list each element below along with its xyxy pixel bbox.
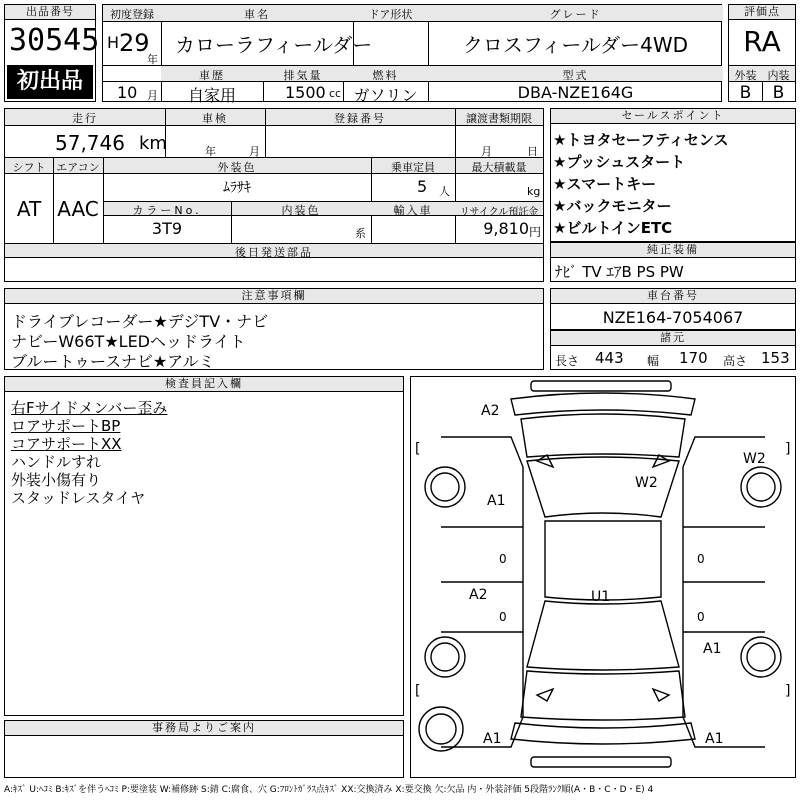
load-label: 最大積載量	[471, 161, 527, 174]
year: 29	[119, 29, 150, 57]
equipment-value: ﾅﾋﾞ TV ｴｱB PS PW	[555, 263, 684, 281]
displacement-unit: cc	[329, 87, 342, 100]
insp-year-unit: 年	[205, 145, 216, 158]
tr-month-unit: 月	[481, 145, 492, 158]
details-table	[4, 108, 544, 282]
shift-label: シフト	[12, 161, 46, 174]
inspector-line: 外装小傷有り	[11, 471, 102, 489]
era: H	[107, 33, 120, 52]
damage-mark: A2	[481, 403, 500, 419]
int-color-label: 内装色	[281, 204, 321, 217]
color-value: ﾑﾗｻｷ	[223, 180, 251, 196]
equipment	[550, 242, 796, 282]
inspector-line: ロアサポートBP	[11, 417, 121, 435]
first-listing-badge: 初出品	[7, 65, 93, 99]
office-label: 事務局よりご案内	[5, 721, 403, 736]
door-label: ドア形状	[368, 8, 413, 21]
length-label: 長さ	[555, 354, 580, 368]
mileage-unit: km	[139, 133, 167, 154]
load-unit: kg	[527, 185, 541, 198]
header-table	[102, 4, 722, 105]
displacement-label: 排気量	[283, 69, 323, 82]
color-no-value: 3T9	[151, 219, 183, 238]
car-name: カローラフィールダー	[175, 33, 373, 57]
fuel-value: ガソリン	[353, 86, 418, 105]
equipment-label: 純正装備	[551, 243, 795, 258]
inspector-line: 右Fサイドメンバー歪み	[11, 399, 168, 417]
rating-label: 評価点	[729, 5, 795, 20]
specs-label: 諸元	[551, 331, 795, 346]
sales-point-item: ★ビルトインETC	[553, 219, 673, 237]
grade-label: グレード	[549, 8, 602, 21]
month: 10	[117, 83, 138, 102]
displacement-value: 1500	[285, 83, 326, 102]
zero-mark: 0	[499, 610, 507, 624]
year-unit: 年	[147, 53, 158, 66]
notes	[4, 288, 544, 370]
sales-points	[550, 108, 796, 242]
inspector-line: コアサポートXX	[11, 435, 122, 453]
damage-mark: A2	[469, 587, 488, 603]
inspector-line: スタッドレスタイヤ	[11, 489, 146, 507]
recycle-value: 9,810	[483, 219, 529, 238]
lot-number: 30545	[9, 23, 100, 58]
mileage-value: 57,746	[55, 131, 125, 155]
int-grade: B	[772, 83, 785, 103]
damage-mark: A1	[703, 641, 722, 657]
sales-point-item: ★バックモニター	[553, 197, 672, 215]
inspector-line: ハンドルすれ	[11, 453, 102, 471]
transfer-label: 譲渡書類期限	[466, 112, 532, 125]
later-parts-label: 後日発送部品	[235, 246, 313, 259]
sales-points-label: セールスポイント	[551, 109, 795, 124]
lot-block	[4, 4, 100, 102]
damage-mark: A1	[487, 493, 506, 509]
width-value: 170	[679, 349, 708, 367]
int-color-suffix: 系	[355, 227, 366, 240]
height-value: 153	[761, 349, 790, 367]
seats-unit: 人	[439, 185, 450, 198]
name-label: 車名	[244, 8, 270, 21]
first-reg-label: 初度登録	[110, 8, 154, 21]
zero-mark: 0	[499, 552, 507, 566]
car-diagram	[410, 376, 796, 778]
model-label: 型式	[562, 69, 589, 82]
ac-label: エアコン	[56, 161, 100, 174]
sales-point-item: ★スマートキー	[553, 175, 657, 193]
rating-value: RA	[743, 25, 781, 58]
tr-day-unit: 日	[527, 145, 538, 158]
seats-value: 5	[417, 177, 428, 196]
grade-value: クロスフィールダー4WD	[462, 33, 689, 57]
zero-mark: 0	[697, 610, 705, 624]
sales-point-item: ★プッシュスタート	[553, 153, 686, 171]
note-line: ブルートゥースナビ★アルミ	[11, 352, 215, 371]
lot-label: 出品番号	[5, 5, 95, 20]
mileage-label: 走行	[72, 112, 98, 125]
history-value: 自家用	[187, 86, 236, 105]
bracket: [	[415, 441, 421, 457]
notes-label: 注意事項欄	[5, 289, 543, 304]
bracket: [	[415, 683, 421, 699]
color-no-label: カラーNo.	[132, 204, 202, 217]
damage-mark: W2	[743, 451, 766, 467]
model-value: DBA-NZE164G	[517, 83, 634, 102]
note-line: ナビーW66T★LEDヘッドライト	[11, 332, 246, 351]
legend: A:ｷｽﾞ U:ﾍｺﾐ B:ｷｽﾞを伴うﾍｺﾐ P:要塗装 W:補修跡 S:錆 C:腐食、穴 G:ﾌﾛﾝﾄｶﾞﾗｽ点ｷｽﾞ XX:交換済み X:要交換 欠:欠品 内・外装評価 5段階ﾗﾝｸ順(A・B・C・D・E) 4	[4, 785, 654, 795]
zero-mark: 0	[697, 552, 705, 566]
length-value: 443	[595, 349, 624, 367]
bracket: ]	[785, 441, 791, 457]
ext-label: 外装	[734, 69, 757, 82]
recycle-unit: 円	[529, 225, 542, 239]
reg-label: 登録番号	[334, 112, 386, 125]
car-outline-icon	[411, 377, 795, 777]
fuel-label: 燃料	[372, 69, 399, 82]
damage-mark: W2	[635, 475, 658, 491]
note-line: ドライブレコーダー★デジTV・ナビ	[11, 312, 269, 331]
office	[4, 720, 404, 778]
inspection-label: 車検	[202, 112, 228, 125]
bracket: ]	[785, 683, 791, 699]
shift-value: AT	[16, 197, 42, 221]
damage-mark: A1	[483, 731, 502, 747]
height-label: 高さ	[723, 354, 748, 368]
width-label: 幅	[647, 354, 660, 368]
damage-mark: U1	[591, 589, 611, 605]
int-label: 内装	[767, 69, 790, 82]
month-unit: 月	[147, 89, 158, 102]
damage-mark: A1	[705, 731, 724, 747]
insp-month-unit: 月	[249, 145, 260, 158]
chassis	[550, 288, 796, 330]
specs	[550, 330, 796, 370]
seats-label: 乗車定員	[391, 161, 435, 174]
ac-value: AAC	[57, 197, 99, 221]
chassis-value: NZE164-7054067	[602, 308, 744, 327]
chassis-label: 車台番号	[551, 289, 795, 304]
recycle-label: リサイクル預託金	[459, 207, 539, 218]
import-label: 輸入車	[393, 204, 433, 217]
inspector	[4, 376, 404, 716]
color-label: 外装色	[217, 161, 257, 174]
rating-block	[728, 4, 796, 102]
ext-grade: B	[739, 83, 752, 103]
inspector-label: 検査員記入欄	[5, 377, 403, 392]
sales-point-item: ★トヨタセーフティセンス	[553, 131, 729, 149]
history-label: 車歴	[199, 69, 225, 82]
